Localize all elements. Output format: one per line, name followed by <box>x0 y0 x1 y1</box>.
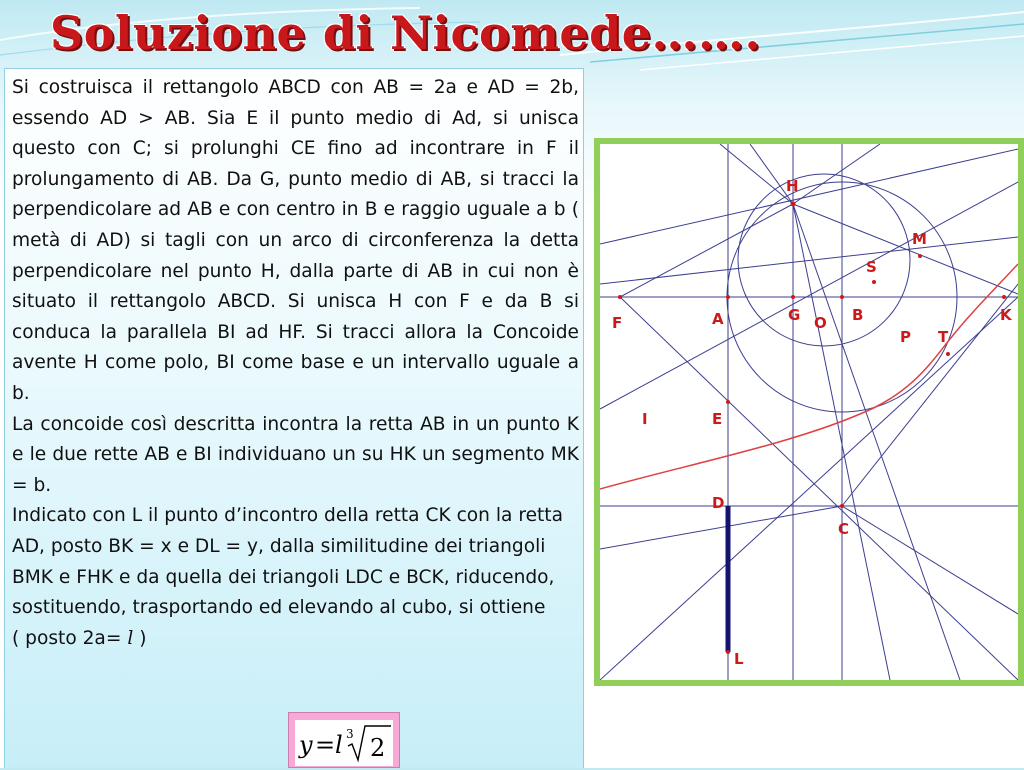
paragraph-conchoid: La concoide così descritta incontra la retta AB in un punto K e le due rette AB e BI individuano un su HK un segmento MK = b. <box>12 413 579 496</box>
label-k: K <box>1000 306 1012 324</box>
label-a: A <box>712 310 724 328</box>
paragraph-construction: Si costruisca il rettangolo ABCD con AB = 2a e AD = 2b, essendo AD > AB. Sia E il punto medio di Ad, si unisca questo con C; si prolunghi CE fino ad incontrare in F il prolungamento di AB. Da G, punto medio di AB, si tracci la perpendicolare ad AB e con centro in B e raggio uguale a b ( metà di AD) si tagli con un arco di circonferenza la detta perpendicolare nel punto H, dalla parte di AB in cui non è situato il rettangolo ABCD. Si unisca H con F e da B si conduca la parallela BI ad HF. Si tracci allora la Concoide avente H come polo, BI come base e un intervallo uguale a b. <box>12 77 579 404</box>
paragraph-note <box>12 624 579 655</box>
point-a <box>726 295 730 299</box>
point-b <box>840 295 844 299</box>
label-b: B <box>852 306 864 324</box>
line-hf <box>620 204 793 297</box>
label-l: L <box>734 650 744 668</box>
label-e: E <box>712 410 723 428</box>
note-value: l <box>127 627 134 649</box>
line-h-2 <box>600 149 1018 244</box>
label-h: H <box>786 177 799 195</box>
note-prefix: ( posto 2a= <box>12 627 122 649</box>
point-f <box>618 295 622 299</box>
line-c-right <box>842 506 1018 614</box>
point-g <box>791 295 795 299</box>
line-ck <box>600 297 1018 680</box>
label-o: O <box>814 314 827 332</box>
label-m: M <box>912 230 927 248</box>
point-t <box>946 352 950 356</box>
line-h-up3 <box>793 144 880 204</box>
label-f: F <box>612 314 623 332</box>
point-m <box>918 254 922 258</box>
label-i: I <box>642 410 648 428</box>
formula-l: l <box>335 731 343 759</box>
point-l <box>726 650 730 654</box>
formula-svg <box>295 720 393 766</box>
point-s <box>872 280 876 284</box>
line-bi <box>600 182 1018 409</box>
figure-labels <box>612 177 1013 668</box>
formula-radicand: 2 <box>370 734 386 762</box>
text-panel <box>4 68 584 768</box>
point-k <box>1002 295 1006 299</box>
construction-lines <box>600 144 1018 680</box>
label-p: P <box>900 328 911 346</box>
line-c-upper <box>842 284 1018 506</box>
figure-points <box>618 202 1006 655</box>
label-s: S <box>866 258 877 276</box>
slide-title: Soluzione di Nicomede……. <box>50 6 762 60</box>
construction-diagram <box>600 144 1018 680</box>
formula-root-index: 3 <box>346 727 354 741</box>
point-h <box>791 202 796 207</box>
point-c <box>840 504 844 508</box>
conchoid-curve <box>600 264 1018 489</box>
geometry-figure <box>594 138 1024 686</box>
point-e <box>726 400 730 404</box>
label-t: T <box>938 328 949 346</box>
label-d: D <box>712 494 725 512</box>
formula-equals: = <box>315 731 336 759</box>
note-suffix: ) <box>139 627 147 649</box>
line-fc <box>620 297 1018 680</box>
formula-box <box>288 712 400 768</box>
paragraph-result: Indicato con L il punto d’incontro della retta CK con la retta AD, posto BK = x e DL = y, dalla similitudine dei triangoli BMK e FHK e da quella dei triangoli LDC e BCK, riducendo, sostituendo, trasportando ed elevando al cubo, si ottiene <box>12 505 563 619</box>
formula-y: y <box>299 731 313 759</box>
label-g: G <box>788 306 801 324</box>
line-hk <box>793 204 1018 294</box>
line-c-left <box>600 506 842 549</box>
label-c: C <box>838 520 850 538</box>
